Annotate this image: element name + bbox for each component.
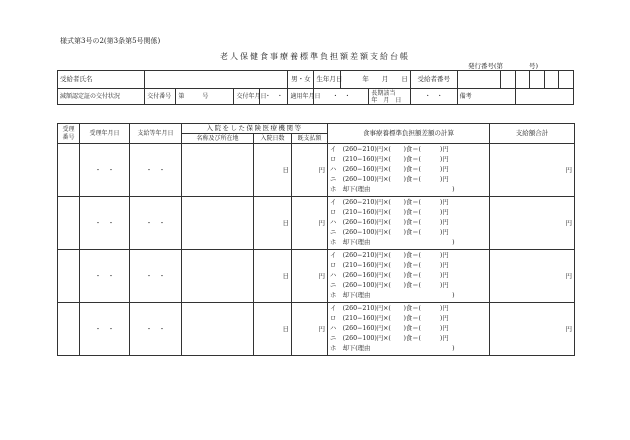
remarks-field[interactable]	[515, 89, 573, 105]
calc-line-ro: ロ (210−160)円×( )食＝( )円	[330, 209, 449, 216]
total-cell[interactable]: 円	[490, 144, 575, 197]
table-row	[58, 144, 575, 197]
issue-num-label: 交付番号	[145, 89, 176, 105]
long-term-label: 長期該当 年 月 日	[369, 89, 411, 105]
remarks-label: 備考	[457, 89, 515, 105]
receipt-date-cell[interactable]: ・ ・	[80, 250, 130, 303]
calc-line-ni: ニ (260−100)円×( )食＝( )円	[330, 335, 449, 342]
col-days: 入院日数	[254, 134, 292, 144]
calc-line-ha: ハ (260−160)円×( )食＝( )円	[330, 272, 449, 279]
recipient-number-label: 受給者番号	[410, 71, 457, 89]
col-paid: 既支払額	[292, 134, 328, 144]
receipt-date-cell[interactable]: ・ ・	[80, 197, 130, 250]
col-hospital-group: 入院をした保険医療機関等	[182, 124, 328, 134]
paid-cell[interactable]: 円	[292, 303, 328, 356]
calc-line-ho: ホ 却下(理由 )	[330, 186, 455, 193]
col-receipt-number: 受理番号	[58, 124, 80, 144]
calc-line-ni: ニ (260−100)円×( )食＝( )円	[330, 176, 449, 183]
payment-date-cell[interactable]: ・ ・	[130, 144, 182, 197]
payment-ledger-table	[57, 123, 575, 356]
issue-number: 発行番号(第 号)	[468, 62, 539, 70]
issue-date-label: 交付年月日	[234, 89, 260, 105]
form-number: 様式第3号の2(第3条第5号関係)	[60, 37, 161, 45]
payment-date-cell[interactable]: ・ ・	[130, 250, 182, 303]
calc-line-ro: ロ (210−160)円×( )食＝( )円	[330, 156, 449, 163]
recipient-header-table	[57, 70, 574, 105]
receipt-number-cell[interactable]	[58, 303, 80, 356]
hospital-cell[interactable]	[182, 144, 254, 197]
recipient-number-box-4[interactable]	[530, 71, 545, 89]
issue-num-field[interactable]: 第 号	[176, 89, 234, 105]
total-cell[interactable]: 円	[490, 250, 575, 303]
paid-cell[interactable]: 円	[292, 197, 328, 250]
calc-line-ho: ホ 却下(理由 )	[330, 239, 455, 246]
issue-date-field[interactable]: ・ ・	[260, 89, 288, 105]
days-cell[interactable]: 日	[254, 197, 292, 250]
payment-date-cell[interactable]: ・ ・	[130, 303, 182, 356]
recipient-number-box-2[interactable]	[501, 71, 516, 89]
calc-line-ha: ハ (260−160)円×( )食＝( )円	[330, 219, 449, 226]
calc-line-ni: ニ (260−100)円×( )食＝( )円	[330, 229, 449, 236]
recipient-number-box-3[interactable]	[515, 71, 530, 89]
col-receipt-date: 受理年月日	[80, 124, 130, 144]
total-cell[interactable]: 円	[490, 303, 575, 356]
table-row	[58, 250, 575, 303]
calc-line-i: イ (260−210)円×( )食＝( )円	[330, 252, 449, 259]
calculation-cell[interactable]	[328, 197, 490, 250]
gender-field[interactable]: 男・女	[288, 71, 314, 89]
col-calculation: 食事療養標準負担額差額の計算	[328, 124, 490, 144]
recipient-number-box-6[interactable]	[559, 71, 574, 89]
receipt-number-cell[interactable]	[58, 197, 80, 250]
col-total: 支給額合計	[490, 124, 575, 144]
dob-field[interactable]: 年 月 日	[341, 71, 411, 89]
recipient-number-box-5[interactable]	[544, 71, 559, 89]
receipt-number-cell[interactable]	[58, 144, 80, 197]
paid-cell[interactable]: 円	[292, 144, 328, 197]
hospital-cell[interactable]	[182, 197, 254, 250]
col-payment-date: 支給等年月日	[130, 124, 182, 144]
table-row	[58, 197, 575, 250]
days-cell[interactable]: 日	[254, 144, 292, 197]
col-name-address: 名称及び所在地	[182, 134, 254, 144]
receipt-date-cell[interactable]: ・ ・	[80, 144, 130, 197]
hospital-cell[interactable]	[182, 250, 254, 303]
paid-cell[interactable]: 円	[292, 250, 328, 303]
calc-line-ho: ホ 却下(理由 )	[330, 292, 455, 299]
reduction-cert-label: 減額認定証の交付状況	[58, 89, 145, 105]
days-cell[interactable]: 日	[254, 250, 292, 303]
calc-line-ha: ハ (260−160)円×( )食＝( )円	[330, 166, 449, 173]
receipt-number-cell[interactable]	[58, 250, 80, 303]
calc-line-i: イ (260−210)円×( )食＝( )円	[330, 146, 449, 153]
hospital-cell[interactable]	[182, 303, 254, 356]
page-title: 老人保健食事療養標準負担額差額支給台帳	[220, 52, 410, 61]
receipt-date-cell[interactable]: ・ ・	[80, 303, 130, 356]
recipient-name-field[interactable]	[145, 71, 288, 89]
calc-line-ha: ハ (260−160)円×( )食＝( )円	[330, 325, 449, 332]
apply-date-field[interactable]: ・ ・	[314, 89, 369, 105]
dob-label: 生年月日	[314, 71, 341, 89]
apply-date-label: 適用年月日	[288, 89, 314, 105]
calc-line-ro: ロ (210−160)円×( )食＝( )円	[330, 262, 449, 269]
calculation-cell[interactable]	[328, 303, 490, 356]
total-cell[interactable]: 円	[490, 197, 575, 250]
calc-line-ho: ホ 却下(理由 )	[330, 345, 455, 352]
calc-line-ro: ロ (210−160)円×( )食＝( )円	[330, 315, 449, 322]
calculation-cell[interactable]	[328, 250, 490, 303]
recipient-number-box-1[interactable]	[457, 71, 501, 89]
days-cell[interactable]: 日	[254, 303, 292, 356]
payment-date-cell[interactable]: ・ ・	[130, 197, 182, 250]
calculation-cell[interactable]	[328, 144, 490, 197]
recipient-name-label: 受給者氏名	[58, 71, 145, 89]
calc-line-ni: ニ (260−100)円×( )食＝( )円	[330, 282, 449, 289]
table-row	[58, 303, 575, 356]
calc-line-i: イ (260−210)円×( )食＝( )円	[330, 199, 449, 206]
long-term-field[interactable]: ・ ・	[410, 89, 457, 105]
calc-line-i: イ (260−210)円×( )食＝( )円	[330, 305, 449, 312]
